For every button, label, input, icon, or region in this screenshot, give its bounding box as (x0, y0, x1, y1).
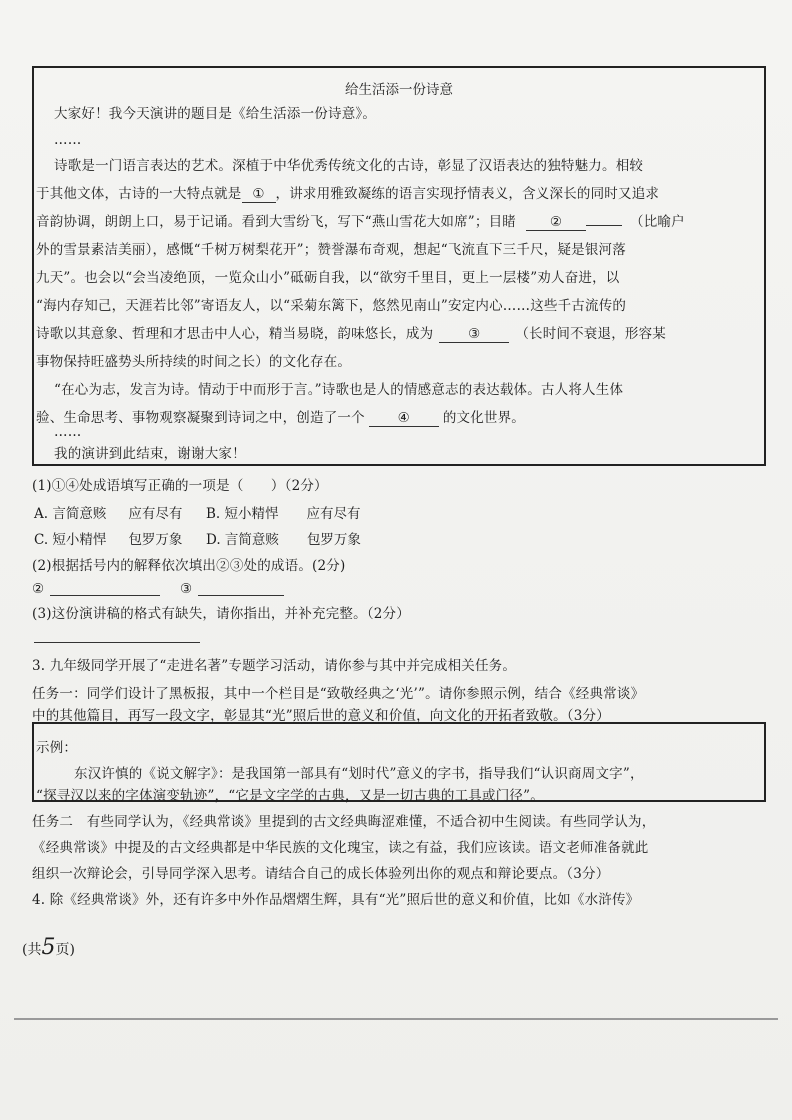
blank-2-tail (586, 210, 622, 226)
speech-para1-line4: 外的雪景素洁美丽），感慨“千树万树梨花开”；赞誉瀑布奇观，想起“飞流直下三千尺，疑是银河落 (36, 242, 626, 258)
task1-line1: 任务一：同学们设计了黑板报，其中一个栏目是“致敬经典之‘光’”。请你参照示例，结合《经典常谈》 (32, 686, 645, 702)
speech-ellipsis-2: …… (54, 424, 82, 440)
blank-3[interactable]: ③ (439, 327, 509, 343)
q2-answer-line-2[interactable] (50, 594, 160, 596)
blank-2[interactable]: ② (526, 215, 586, 231)
speech-para1-line3 (36, 210, 685, 231)
speech-para1-line8: 事物保持旺盛势头所持续的时间之长）的文化存在。 (36, 354, 352, 370)
question-2: (2)根据括号内的解释依次填出②③处的成语。(2分) (32, 558, 346, 574)
speech-text: 音韵协调，朗朗上口，易于记诵。看到大雪纷飞，写下“燕山雪花大如席”；目睹 (36, 214, 517, 230)
speech-greeting: 大家好！我今天演讲的题目是《给生活添一份诗意》。 (54, 106, 377, 122)
option-c-label: C. 短小精悍 (34, 532, 107, 548)
option-b-second: 应有尽有 (306, 506, 361, 522)
task2-line3: 组织一次辩论会，引导同学深入思考。请结合自己的成长体验列出你的观点和辩论要点。（3分） (32, 866, 610, 882)
option-a-label: A. 言简意赅 (34, 506, 107, 522)
speech-text: 诗歌以其意象、哲理和才思击中人心，精当易晓，韵味悠长，成为 (36, 326, 434, 342)
page-count (22, 935, 75, 960)
speech-closing: 我的演讲到此结束，谢谢大家！ (54, 446, 246, 462)
speech-text: 于其他文体，古诗的一大特点就是 (36, 186, 242, 202)
blank-1[interactable]: ① (242, 187, 276, 203)
page-number: 5 (41, 935, 56, 960)
speech-title: 给生活添一份诗意 (345, 82, 453, 98)
speech-para1-line5: 九天”。也会以“会当凌绝顶，一览众山小”砥砺自我，以“欲穷千里目，更上一层楼”劝人奋进，以 (36, 270, 620, 286)
question-3: (3)这份演讲稿的格式有缺失，请你指出，并补充完整。（2分） (32, 606, 410, 622)
option-c-second: 包罗万象 (128, 532, 183, 548)
option-d[interactable] (206, 528, 361, 548)
task1-line2: 中的其他篇目，再写一段文字，彰显其“光”照后世的意义和价值，向文化的开拓者致敬。（3分） (32, 708, 610, 724)
question-1: (1)①④处成语填写正确的一项是（ ）（2分） (32, 478, 328, 494)
option-a-second: 应有尽有 (128, 506, 183, 522)
option-d-second: 包罗万象 (306, 532, 361, 548)
example-label: 示例： (36, 740, 78, 756)
speech-text: （长时间不衰退，形容某 (515, 326, 667, 342)
example-line2: “探寻汉以来的字体演变轨迹”，“它是文字学的古典，又是一切古典的工具或门径”。 (36, 788, 544, 804)
q2-answer-line-3[interactable] (198, 594, 284, 596)
blank-4[interactable]: ④ (369, 411, 439, 427)
speech-para1-line2 (36, 182, 659, 203)
page-suffix: 页) (55, 942, 75, 958)
speech-text: （比喻户 (630, 214, 685, 230)
speech-para1-line1: 诗歌是一门语言表达的艺术。深植于中华优秀传统文化的古诗，彰显了汉语表达的独特魅力。相较 (54, 158, 644, 174)
q2-mark-2: ② (32, 581, 45, 597)
speech-para1-line7 (36, 322, 666, 343)
example-box (32, 722, 766, 802)
option-c[interactable] (34, 528, 182, 548)
speech-para1-line6: “海内存知己，天涯若比邻”寄语友人，以“采菊东篱下，悠然见南山”安定内心……这些千古流传的 (36, 298, 627, 314)
option-a[interactable] (34, 502, 182, 522)
speech-box (32, 66, 766, 466)
q2-mark-3: ③ (180, 581, 193, 597)
q3-answer-line[interactable] (34, 641, 200, 643)
item-4-line: 4. 除《经典常谈》外，还有许多中外作品熠熠生辉，具有“光”照后世的意义和价值，比如《水浒传》 (32, 892, 640, 908)
speech-text: 验、生命思考、事物观察凝聚到诗词之中，创造了一个 (36, 410, 365, 426)
speech-para2-line2 (36, 406, 525, 427)
speech-text: 的文化世界。 (442, 410, 526, 426)
bottom-divider (14, 1018, 778, 1020)
page-prefix: (共 (22, 942, 42, 958)
task2-line1: 任务二 有些同学认为，《经典常谈》里提到的古文经典晦涩难懂，不适合初中生阅读。有些同学认为， (32, 814, 656, 830)
item-3-heading: 3. 九年级同学开展了“走进名著”专题学习活动，请你参与其中并完成相关任务。 (32, 658, 517, 674)
speech-ellipsis: …… (54, 132, 82, 148)
speech-text: ，讲求用雅致凝练的语言实现抒情表义，含义深长的同时又追求 (275, 186, 660, 202)
speech-para2-line1: “在心为志，发言为诗。情动于中而形于言。”诗歌也是人的情感意志的表达载体。古人将人生体 (54, 382, 624, 398)
task2-line2: 《经典常谈》中提及的古文经典都是中华民族的文化瑰宝，读之有益，我们应该读。语文老师准备就此 (32, 840, 649, 856)
option-d-label: D. 言简意赅 (206, 532, 279, 548)
option-b-label: B. 短小精悍 (206, 506, 279, 522)
example-line1: 东汉许慎的《说文解字》：是我国第一部具有“划时代”意义的字书，指导我们“认识商周文字”， (74, 766, 644, 782)
option-b[interactable] (206, 502, 361, 522)
